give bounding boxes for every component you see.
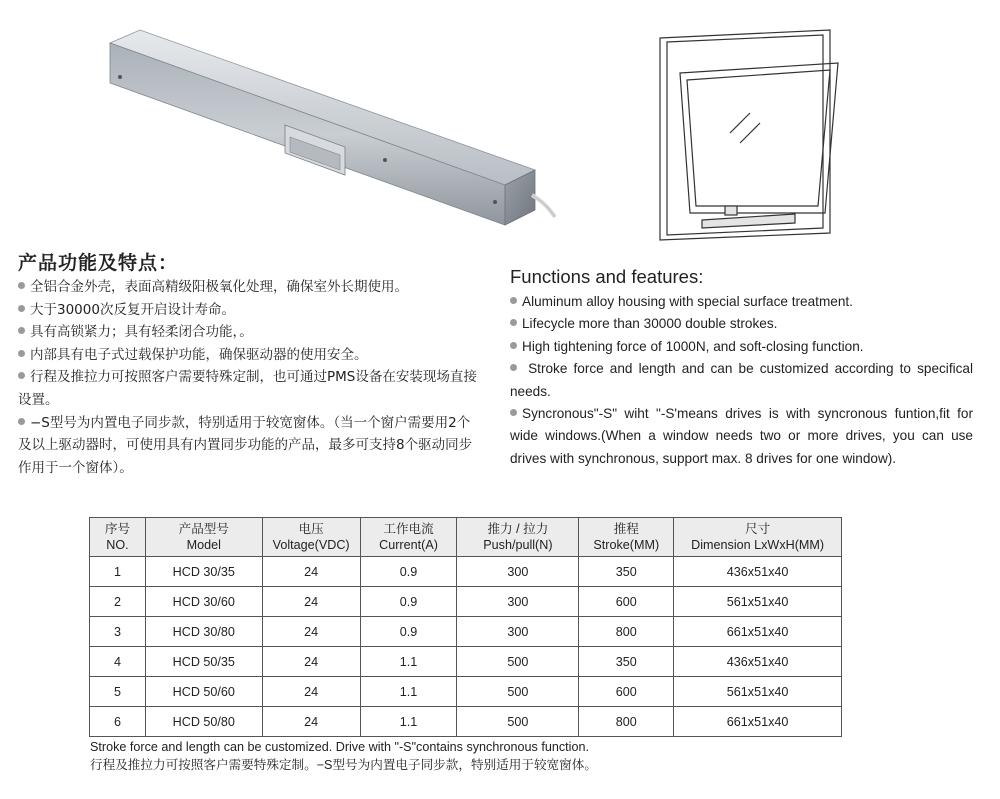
table-row (90, 647, 842, 677)
footnote-cn: 行程及推拉力可按照客户需要特殊定制。−S型号为内置电子同步款，特别适用于较宽窗体。 (90, 758, 597, 772)
features-en-title: Functions and features: (510, 266, 704, 287)
list-item (18, 366, 478, 411)
list-item-text: High tightening force of 1000N, and soft-closing function. (522, 338, 864, 354)
bullet-icon (510, 297, 517, 304)
list-item-text: 全铝合金外壳，表面高精级阳极氧化处理，确保室外长期使用。 (30, 279, 408, 295)
bullet-icon (510, 342, 517, 349)
bullet-icon (18, 418, 25, 425)
column-header: 序号 NO. (90, 518, 146, 557)
column-header: 尺寸 Dimension LxWxH(MM) (674, 518, 842, 557)
table-cell: 4 (90, 647, 146, 677)
table-cell: 561x51x40 (674, 677, 842, 707)
table-cell: 0.9 (360, 617, 457, 647)
list-item-text: −S型号为内置电子同步款，特别适用于较宽窗体。（当一个窗户需要用2个及以上驱动器时，可使用具有内置同步功能的产品，最多可支持8个驱动同步作用于一个窗体）。 (18, 414, 473, 476)
bullet-icon (18, 305, 25, 312)
list-item (18, 344, 478, 367)
list-item-text: 具有高锁紧力；具有轻柔闭合功能，。 (30, 324, 253, 341)
table-cell: 300 (457, 617, 579, 647)
features-cn-title: 产品功能及特点： (18, 252, 179, 274)
list-item (510, 336, 973, 358)
table-cell: 0.9 (360, 557, 457, 587)
list-item-text: Lifecycle more than 30000 double strokes. (522, 316, 778, 332)
column-header: 推程 Stroke(MM) (579, 518, 674, 557)
actuator-product-image (100, 25, 560, 230)
table-cell: HCD 30/60 (145, 587, 262, 617)
table-cell: 1.1 (360, 707, 457, 737)
column-header: 产品型号 Model (145, 518, 262, 557)
features-en-list (510, 291, 973, 470)
column-header: 工作电流 Current(A) (360, 518, 457, 557)
table-cell: 350 (579, 557, 674, 587)
footnote-en: Stroke force and length can be customized. Drive with "-S"contains synchronous function. (90, 740, 589, 754)
table-header-row (90, 518, 842, 557)
list-item-text: Aluminum alloy housing with special surface treatment. (522, 294, 853, 309)
table-cell: HCD 50/80 (145, 707, 262, 737)
table-cell: 300 (457, 557, 579, 587)
table-cell: 600 (579, 587, 674, 617)
list-item (18, 299, 478, 322)
table-cell: 500 (457, 647, 579, 677)
table-row (90, 677, 842, 707)
table-cell: HCD 30/80 (145, 617, 262, 647)
table-cell: 24 (262, 617, 360, 647)
bullet-icon (18, 350, 25, 357)
table-cell: 300 (457, 587, 579, 617)
table-row (90, 617, 842, 647)
bullet-icon (510, 364, 517, 371)
list-item (510, 313, 973, 335)
bullet-icon (18, 327, 25, 334)
table-cell: 24 (262, 647, 360, 677)
table-row (90, 587, 842, 617)
table-cell: 661x51x40 (674, 617, 842, 647)
column-header: 推力 / 拉力 Push/pull(N) (457, 518, 579, 557)
table-cell: 500 (457, 677, 579, 707)
table-cell: HCD 30/35 (145, 557, 262, 587)
table-cell: 1.1 (360, 647, 457, 677)
table-cell: 3 (90, 617, 146, 647)
table-cell: 1.1 (360, 677, 457, 707)
list-item (18, 321, 478, 344)
table-cell: 600 (579, 677, 674, 707)
bullet-icon (18, 372, 25, 379)
table-row (90, 557, 842, 587)
table-cell: 661x51x40 (674, 707, 842, 737)
window-illustration (650, 28, 850, 248)
bullet-icon (510, 409, 517, 416)
column-header: 电压 Voltage(VDC) (262, 518, 360, 557)
list-item-text: 行程及推拉力可按照客户需要特殊定制，也可通过PMS设备在安装现场直接设置。 (18, 369, 477, 408)
features-cn-list (18, 276, 478, 479)
list-item (510, 291, 973, 313)
table-cell: 24 (262, 557, 360, 587)
spec-table (89, 517, 842, 737)
table-cell: 24 (262, 677, 360, 707)
footnote (90, 738, 597, 774)
table-cell: 800 (579, 617, 674, 647)
table-cell: HCD 50/60 (145, 677, 262, 707)
table-cell: 2 (90, 587, 146, 617)
table-cell: 24 (262, 587, 360, 617)
table-cell: 0.9 (360, 587, 457, 617)
list-item-text: Stroke force and length and can be customized according to specifical needs. (510, 361, 973, 399)
table-cell: 1 (90, 557, 146, 587)
table-cell: 350 (579, 647, 674, 677)
list-item (510, 358, 973, 403)
list-item-text: Syncronous"-S" wiht "-S'means drives is with syncronous funtion,fit for wide windows.(When a window needs two or more drives, you can use drives with synchronous, support max. 8 drives for one window). (510, 406, 973, 466)
bullet-icon (18, 282, 25, 289)
table-cell: 6 (90, 707, 146, 737)
table-cell: 800 (579, 707, 674, 737)
table-cell: 436x51x40 (674, 647, 842, 677)
table-cell: 24 (262, 707, 360, 737)
list-item-text: 大于30000次反复开启设计寿命。 (30, 301, 235, 318)
bullet-icon (510, 319, 517, 326)
table-cell: 436x51x40 (674, 557, 842, 587)
list-item (18, 276, 478, 299)
list-item (510, 403, 973, 470)
table-cell: 500 (457, 707, 579, 737)
table-cell: 5 (90, 677, 146, 707)
table-row (90, 707, 842, 737)
table-cell: HCD 50/35 (145, 647, 262, 677)
table-cell: 561x51x40 (674, 587, 842, 617)
list-item (18, 412, 478, 480)
list-item-text: 内部具有电子式过载保护功能，确保驱动器的使用安全。 (30, 346, 368, 363)
